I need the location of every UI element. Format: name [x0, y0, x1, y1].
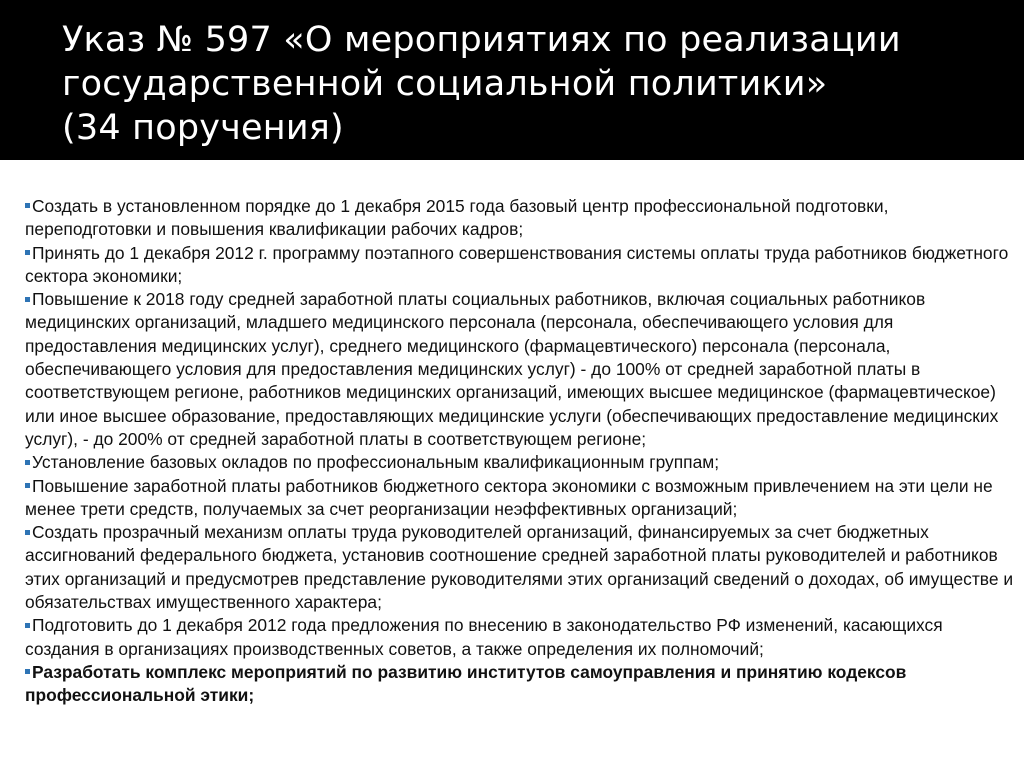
slide-title-line-1: Указ № 597 «О мероприятиях по реализации — [62, 20, 901, 60]
list-item-text: Разработать комплекс мероприятий по развитию институтов самоуправления и принятию кодексов профессиональной этики; — [25, 661, 907, 706]
list-item-3 — [25, 288, 1015, 451]
list-item-8 — [25, 661, 1015, 708]
square-bullet-icon — [25, 669, 30, 674]
square-bullet-icon — [25, 460, 30, 465]
list-item-4 — [25, 451, 1015, 474]
title-band — [0, 0, 1024, 160]
list-item-2 — [25, 242, 1015, 289]
list-item-text: Создать в установленном порядке до 1 декабря 2015 года базовый центр профессиональной подготовки, переподготовки и повышения квалификации рабочих кадров; — [25, 196, 889, 240]
list-item-text: Подготовить до 1 декабря 2012 года предложения по внесению в законодательство РФ изменений, касающихся создания в организациях производственных советов, а также определения их полномочий; — [25, 615, 943, 659]
square-bullet-icon — [25, 530, 30, 535]
list-item-text: Принять до 1 декабря 2012 г. программу поэтапного совершенствования системы оплаты труда работников бюджетного сектора экономики; — [25, 242, 1009, 286]
slide-title-line-2: государственной социальной политики» — [62, 64, 828, 104]
square-bullet-icon — [25, 203, 30, 208]
list-item-7 — [25, 614, 1015, 661]
list-item-text: Установление базовых окладов по профессиональным квалификационным группам; — [32, 452, 720, 473]
list-item-text: Повышение заработной платы работников бюджетного сектора экономики с возможным привлечением на эти цели не менее трети средств, получаемых за счет реорганизации неэффективных организаций; — [25, 475, 993, 519]
square-bullet-icon — [25, 623, 30, 628]
square-bullet-icon — [25, 483, 30, 488]
bullet-list — [25, 195, 1015, 708]
slide-title-line-3: (34 поручения) — [62, 108, 344, 148]
list-item-text: Повышение к 2018 году средней заработной платы социальных работников, включая социальных работников медицинских организаций, младшего медицинского персонала (персонала, обеспечивающего условия для предоставления медицинских услуг), среднего медицинского (фармацевтического) персонала (персонала, обеспечивающего условия для предоставления медицинских услуг) - до 100% от средней заработной платы в соответствующем регионе, работников медицинских организаций, имеющих высшее медицинское (фармацевтическое) или иное высшее образование, предоставляющих медицинские услуги (обеспечивающих предоставление медицинских услуг), - до 200% от средней заработной платы в соответствующем регионе; — [25, 289, 999, 449]
list-item-1 — [25, 195, 1015, 242]
list-item-6 — [25, 521, 1015, 614]
square-bullet-icon — [25, 297, 30, 302]
square-bullet-icon — [25, 250, 30, 255]
list-item-5 — [25, 475, 1015, 522]
list-item-text: Создать прозрачный механизм оплаты труда руководителей организаций, финансируемых за счет бюджетных ассигнований федерального бюджета, установив соотношение средней заработной платы руководителей и работников этих организаций и предусмотрев представление руководителями этих организаций сведений о доходах, об имуществе и обязательствах имущественного характера; — [25, 522, 1014, 613]
